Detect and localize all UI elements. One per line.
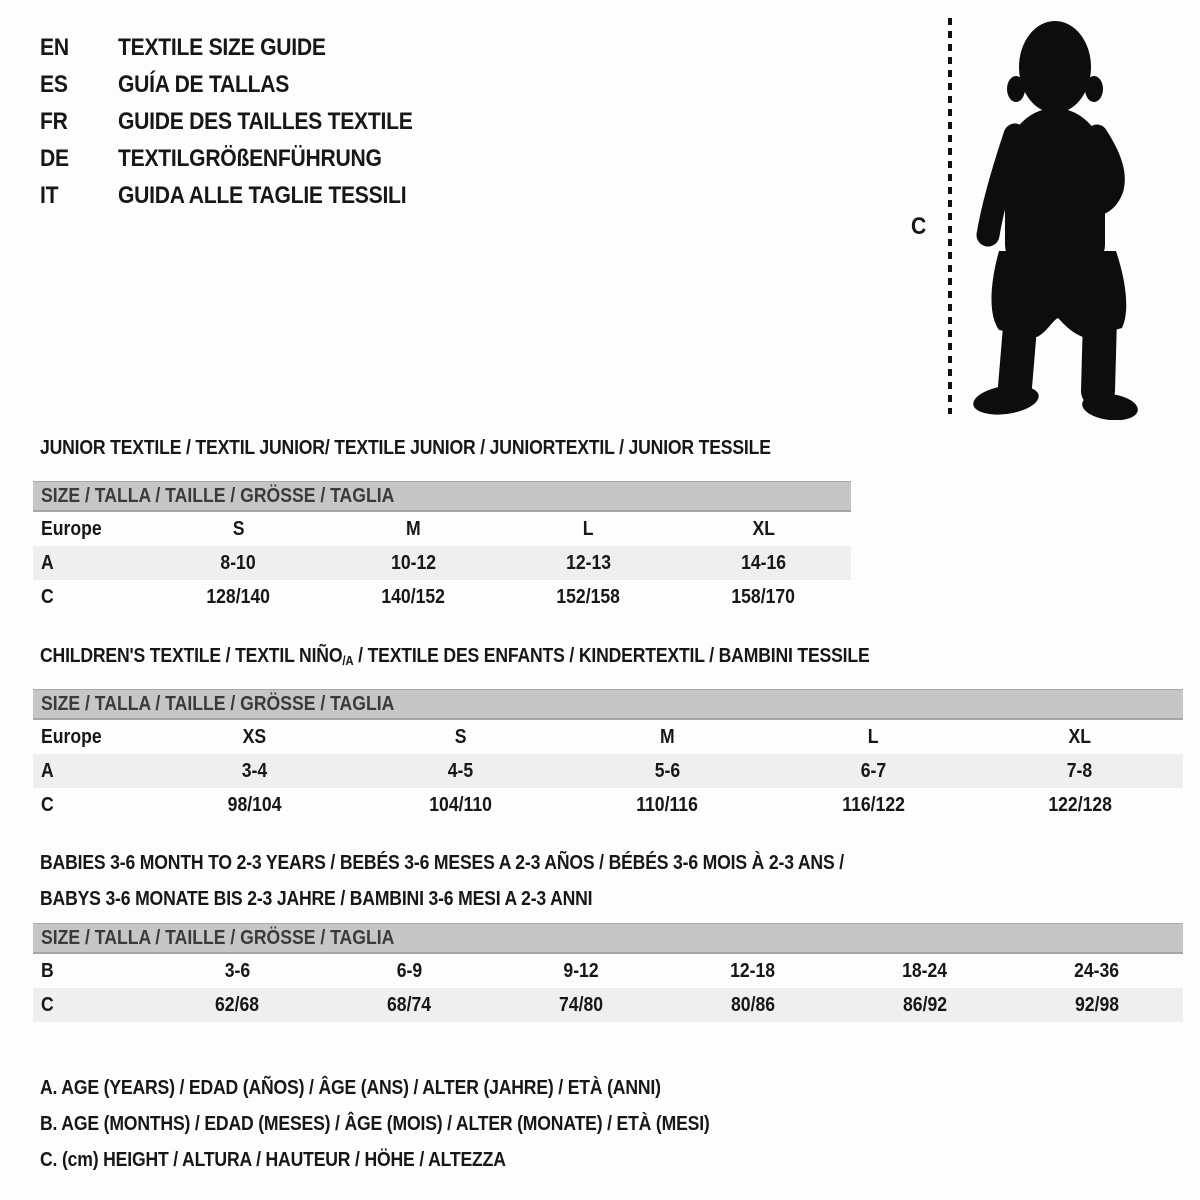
children-a-value: 6-7 <box>860 759 887 782</box>
babies-title-line1: BABIES 3-6 MONTH TO 2-3 YEARS / BEBÉS 3-6 MESES A 2-3 AÑOS / BÉBÉS 3-6 MOIS À 2-3 ANS / <box>40 852 844 874</box>
children-row-a-label: A <box>41 759 54 782</box>
junior-c-value: 152/158 <box>556 585 621 608</box>
babies-c-value: 92/98 <box>1074 993 1120 1016</box>
junior-a-value: 8-10 <box>220 551 257 574</box>
legend-line-c-text: C. (cm) HEIGHT / ALTURA / HAUTEUR / HÖHE / ALTEZZA <box>40 1149 506 1171</box>
babies-c-value: 86/92 <box>902 993 948 1016</box>
junior-size-header-bar <box>33 481 851 512</box>
language-code-fr: FR <box>40 107 68 135</box>
language-title-block <box>40 29 453 214</box>
language-title-en: TEXTILE SIZE GUIDE <box>118 33 326 61</box>
children-row-c <box>33 788 1183 822</box>
language-row-fr <box>40 103 453 140</box>
language-row-es <box>40 66 453 103</box>
junior-row-c-label: C <box>41 585 54 608</box>
language-title-it: GUIDA ALLE TAGLIE TESSILI <box>118 181 407 209</box>
section-title-children <box>40 645 983 668</box>
junior-region-label: Europe <box>41 517 102 540</box>
junior-row-c <box>33 580 851 614</box>
language-code-it: IT <box>40 181 59 209</box>
children-size-xl: XL <box>1068 725 1092 748</box>
babies-b-value: 9-12 <box>563 959 599 982</box>
section-title-babies <box>40 845 954 917</box>
language-row-it <box>40 177 453 214</box>
junior-row-europe <box>33 512 851 546</box>
babies-row-b-label: B <box>41 959 54 982</box>
children-row-c-label: C <box>41 793 54 816</box>
children-size-header-text: SIZE / TALLA / TAILLE / GRÖSSE / TAGLIA <box>41 692 395 715</box>
babies-row-b <box>33 954 1183 988</box>
babies-c-value: 68/74 <box>386 993 432 1016</box>
babies-row-c <box>33 988 1183 1022</box>
children-a-value: 5-6 <box>654 759 680 782</box>
junior-size-xl: XL <box>752 517 775 540</box>
children-region-label: Europe <box>41 725 102 748</box>
junior-c-value: 128/140 <box>206 585 271 608</box>
babies-c-value: 80/86 <box>730 993 776 1016</box>
junior-a-value: 10-12 <box>390 551 437 574</box>
legend-line-a-text: A. AGE (YEARS) / EDAD (AÑOS) / ÂGE (ANS) / ALTER (JAHRE) / ETÀ (ANNI) <box>40 1077 661 1099</box>
babies-b-value: 24-36 <box>1074 959 1120 982</box>
children-row-a <box>33 754 1183 788</box>
babies-c-value: 74/80 <box>558 993 604 1016</box>
junior-row-a-label: A <box>41 551 54 574</box>
babies-size-header-text: SIZE / TALLA / TAILLE / GRÖSSE / TAGLIA <box>41 926 395 949</box>
babies-b-value: 18-24 <box>902 959 948 982</box>
toddler-silhouette-icon <box>963 15 1138 420</box>
section-title-junior-text: JUNIOR TEXTILE / TEXTIL JUNIOR/ TEXTILE JUNIOR / JUNIORTEXTIL / JUNIOR TESSILE <box>40 437 771 459</box>
section-title-children-text <box>40 645 870 668</box>
children-size-l: L <box>868 725 879 748</box>
language-title-de: TEXTILGRÖßENFÜHRUNG <box>118 144 382 172</box>
figure-height-label-text: C <box>911 213 927 240</box>
children-row-europe <box>33 720 1183 754</box>
babies-title-line2: BABYS 3-6 MONATE BIS 2-3 JAHRE / BAMBINI 3-6 MESI A 2-3 ANNI <box>40 888 593 910</box>
junior-size-l: L <box>583 517 594 540</box>
babies-b-value: 6-9 <box>396 959 422 982</box>
junior-row-a <box>33 546 851 580</box>
legend-line-b-text: B. AGE (MONTHS) / EDAD (MESES) / ÂGE (MOIS) / ALTER (MONATE) / ETÀ (MESI) <box>40 1113 710 1135</box>
language-title-es: GUÍA DE TALLAS <box>118 70 290 98</box>
legend-line-a <box>40 1070 801 1106</box>
babies-b-value: 12-18 <box>730 959 776 982</box>
children-size-s: S <box>454 725 467 748</box>
language-code-de: DE <box>40 144 69 172</box>
children-c-value: 122/128 <box>1048 793 1112 816</box>
children-c-value: 116/122 <box>842 793 905 816</box>
language-code-es: ES <box>40 70 68 98</box>
junior-size-header-text: SIZE / TALLA / TAILLE / GRÖSSE / TAGLIA <box>41 484 395 507</box>
children-a-value: 7-8 <box>1067 759 1093 782</box>
legend-line-c <box>40 1142 801 1178</box>
children-title-sub: /A <box>342 653 354 668</box>
children-size-table <box>33 689 1183 822</box>
babies-size-header-bar <box>33 923 1183 954</box>
babies-b-value: 3-6 <box>224 959 250 982</box>
children-title-part2: / TEXTILE DES ENFANTS / KINDERTEXTIL / BAMBINI TESSILE <box>353 645 870 667</box>
babies-size-table <box>33 923 1183 1022</box>
children-title-part1: CHILDREN'S TEXTILE / TEXTIL NIÑO <box>40 645 343 667</box>
junior-a-value: 12-13 <box>565 551 612 574</box>
children-c-value: 110/116 <box>636 793 698 816</box>
language-code-en: EN <box>40 33 69 61</box>
legend-line-b <box>40 1106 801 1142</box>
language-row-en <box>40 29 453 66</box>
children-c-value: 104/110 <box>429 793 492 816</box>
children-a-value: 3-4 <box>241 759 267 782</box>
babies-c-value: 62/68 <box>214 993 260 1016</box>
language-row-de <box>40 140 453 177</box>
junior-c-value: 140/152 <box>381 585 446 608</box>
children-c-value: 98/104 <box>227 793 282 816</box>
legend-block <box>40 1070 801 1178</box>
height-dashed-line <box>946 16 954 416</box>
children-size-header-bar <box>33 689 1183 720</box>
figure-height-label <box>911 213 928 241</box>
junior-a-value: 14-16 <box>740 551 787 574</box>
babies-row-c-label: C <box>41 993 54 1016</box>
children-size-m: M <box>659 725 675 748</box>
section-title-junior <box>40 437 870 460</box>
language-title-fr: GUIDE DES TAILLES TEXTILE <box>118 107 413 135</box>
junior-size-m: M <box>406 517 421 540</box>
junior-size-s: S <box>232 517 245 540</box>
children-a-value: 4-5 <box>447 759 474 782</box>
children-size-xs: XS <box>242 725 266 748</box>
junior-c-value: 158/170 <box>731 585 796 608</box>
junior-size-table <box>33 481 851 614</box>
